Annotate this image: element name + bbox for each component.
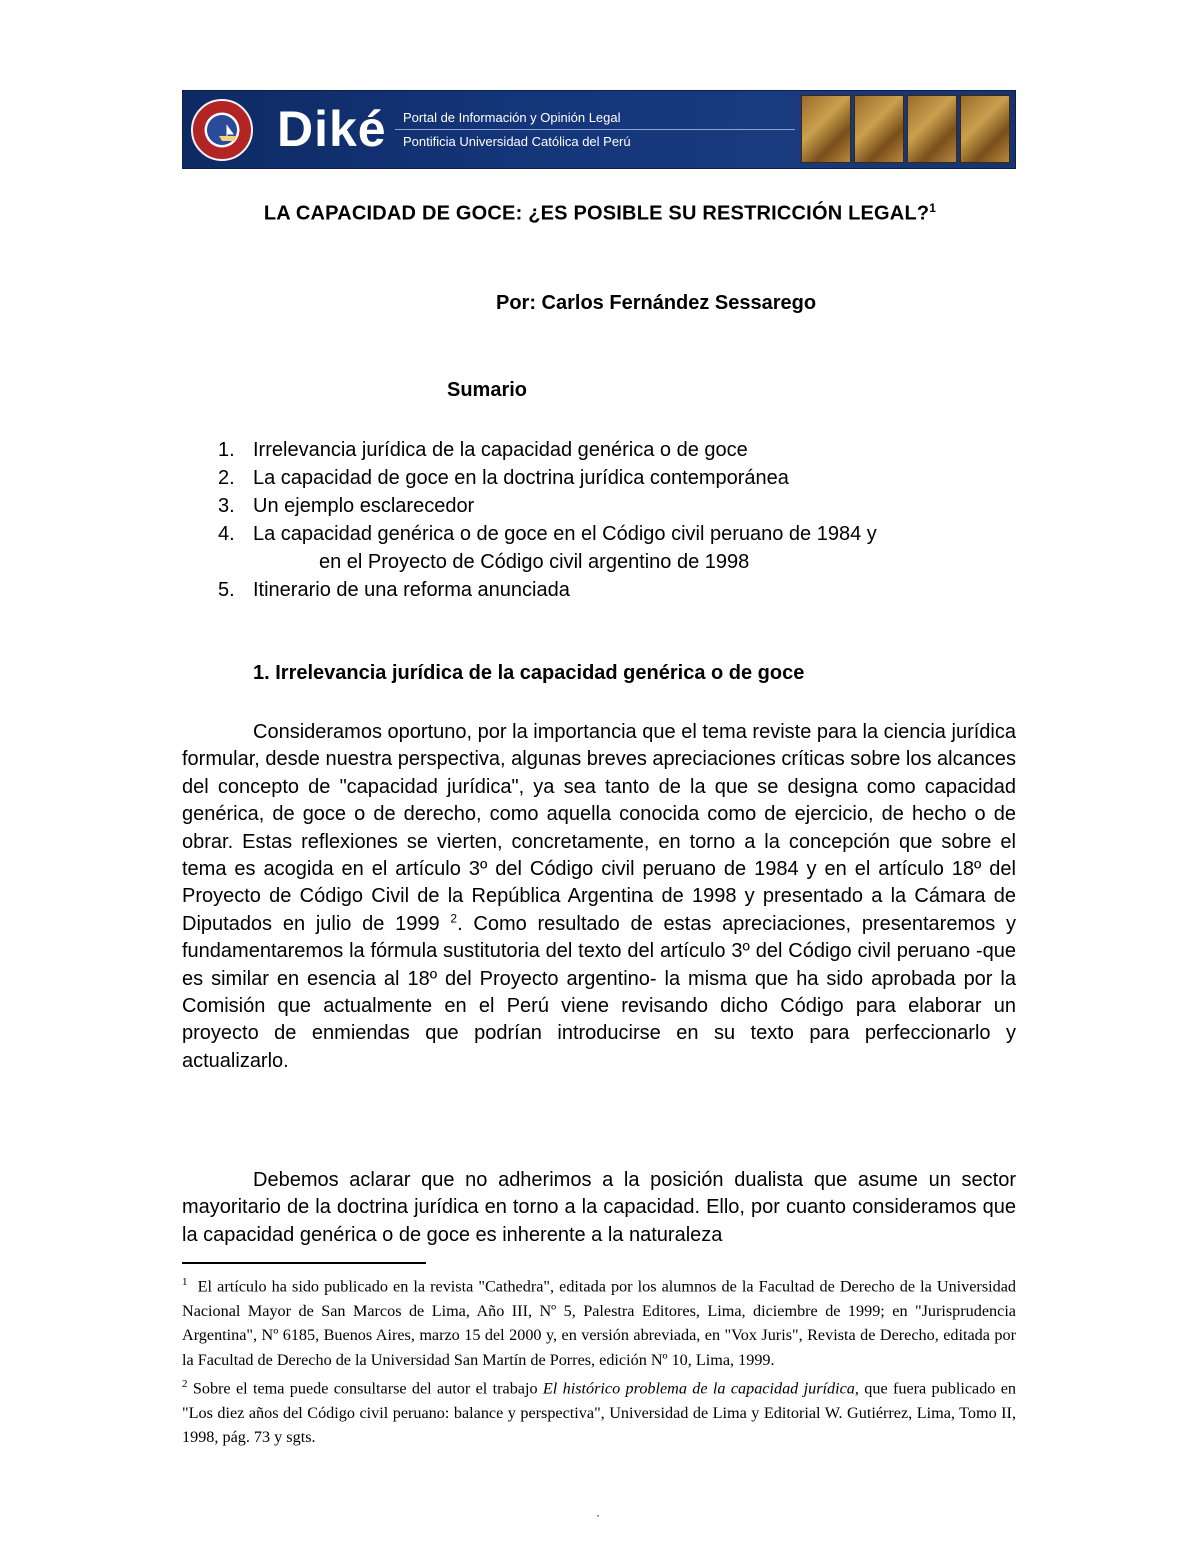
sumario-item-text: La capacidad genérica o de goce en el Código civil peruano de 1984 y — [253, 523, 877, 545]
footnote-1-text: El artículo ha sido publicado en la revista "Cathedra", editada por los alumnos de la Facultad de Derecho de la Universidad Nacional Mayor de San Marcos de Lima, Año III, Nº 5, Palestra Editores, Lima, diciembre de 1999; en "Jurisprudencia Argentina", Nº 6185, Buenos Aires, marzo 15 del 2000 y, en versión abreviada, en "Vox Juris", Revista de Derecho, editada por la Facultad de Derecho de la Universidad San Martín de Porres, edición Nº 10, Lima, 1999. — [182, 1277, 1016, 1369]
university-seal-icon — [191, 99, 253, 161]
sumario-item-number: 4. — [218, 523, 235, 545]
ship-icon — [217, 123, 239, 143]
banner-artwork-3 — [907, 95, 957, 163]
sumario-item — [218, 464, 1018, 492]
sumario-item-text: Itinerario de una reforma anunciada — [253, 579, 570, 601]
section-1-heading: 1. Irrelevancia jurídica de la capacidad genérica o de goce — [253, 662, 805, 684]
footnote-2-text: , que fuera publicado en "Los diez años del Código civil peruano: balance y perspectiva", Universidad de Lima y Editorial W. Gutiérrez, Lima, Tomo II, 1998, pág. 73 y sgts. — [182, 1379, 1016, 1447]
article-title-text: LA CAPACIDAD DE GOCE: ¿ES POSIBLE SU RESTRICCIÓN LEGAL? — [263, 202, 930, 225]
sumario-item — [218, 436, 1018, 464]
article-author: Por: Carlos Fernández Sessarego — [496, 292, 817, 314]
paragraph-text: Consideramos oportuno, por la importancia que el tema reviste para la ciencia jurídica formular, desde nuestra perspectiva, algunas breves apreciaciones críticas sobre los alcances del concepto de "capacidad jurídica", ya sea tanto de la que se designa como capacidad genérica, de goce o de derecho, como aquella conocida como de ejercicio, de hecho o de obrar. Estas reflexiones se vierten, concretamente, en torno a la concepción que sobre el tema es acogida en el artículo 3º del Código civil peruano de 1984 y en el artículo 18º del Proyecto de Código Civil de la República Argentina de 1998 y presentado a la Cámara de Diputados en julio de 1999 — [182, 721, 1016, 935]
sumario-item-text: en el Proyecto de Código civil argentino de 1998 — [319, 551, 750, 573]
sumario-item-number: 2. — [218, 467, 235, 489]
footnote-ref-2[interactable]: 2 — [450, 911, 458, 926]
footnote-1 — [182, 1270, 1016, 1372]
banner-artwork-4 — [960, 95, 1010, 163]
footnote-2-mark: 2 — [182, 1378, 188, 1391]
sumario-item — [218, 492, 1018, 520]
page-number: · — [596, 1508, 600, 1522]
footnote-1-mark: 1 — [182, 1276, 188, 1288]
banner-artwork-2 — [854, 95, 904, 163]
section-1-paragraph-1 — [182, 719, 1016, 1075]
sumario-item — [218, 520, 1018, 548]
sumario-item-continuation — [218, 548, 1018, 576]
sumario-item — [218, 576, 1018, 604]
footnote-ref-1[interactable]: 1 — [929, 201, 937, 215]
footnote-2-text: Sobre el tema puede consultarse del autor el trabajo — [192, 1379, 543, 1398]
sumario-item-text: Irrelevancia jurídica de la capacidad genérica o de goce — [253, 439, 748, 461]
banner-tagline-university: Pontificia Universidad Católica del Perú — [403, 134, 631, 149]
sumario-list — [218, 436, 1018, 604]
banner-artwork-1 — [801, 95, 851, 163]
sumario-item-number: 5. — [218, 579, 235, 601]
footnotes — [182, 1270, 1016, 1450]
sumario-item-number: 1. — [218, 439, 235, 461]
paragraph-text: . Como resultado de estas apreciaciones, presentaremos y fundamentaremos la fórmula sustitutoria del texto del artículo 3º del Código civil peruano -que es similar en esencia al 18º del Proyecto argentino- la misma que ha sido aprobada por la Comisión que actualmente en el Perú viene revisando dicho Código para elaborar un proyecto de enmiendas que podrían introducirse en su texto para perfeccionarlo y actualizarlo. — [182, 912, 1016, 1072]
footnote-2 — [182, 1372, 1016, 1450]
sumario-item-text: Un ejemplo esclarecedor — [253, 495, 475, 517]
sumario-item-number: 3. — [218, 495, 235, 517]
banner-brand: Diké — [277, 101, 387, 157]
sumario-item-text: La capacidad de goce en la doctrina jurídica contemporánea — [253, 467, 789, 489]
article-title — [0, 201, 1200, 226]
footnote-separator — [182, 1262, 426, 1264]
sumario-heading: Sumario — [447, 379, 528, 401]
footnote-2-work-title: El histórico problema de la capacidad jurídica — [542, 1379, 855, 1398]
banner-tagline-portal: Portal de Información y Opinión Legal — [403, 110, 621, 125]
banner-divider — [395, 129, 795, 130]
dike-banner — [182, 90, 1016, 169]
section-1-paragraph-2: Debemos aclarar que no adherimos a la posición dualista que asume un sector mayoritario de la doctrina jurídica en torno a la capacidad. Ello, por cuanto consideramos que la capacidad genérica o de goce es inherente a la naturaleza — [182, 1169, 1016, 1246]
